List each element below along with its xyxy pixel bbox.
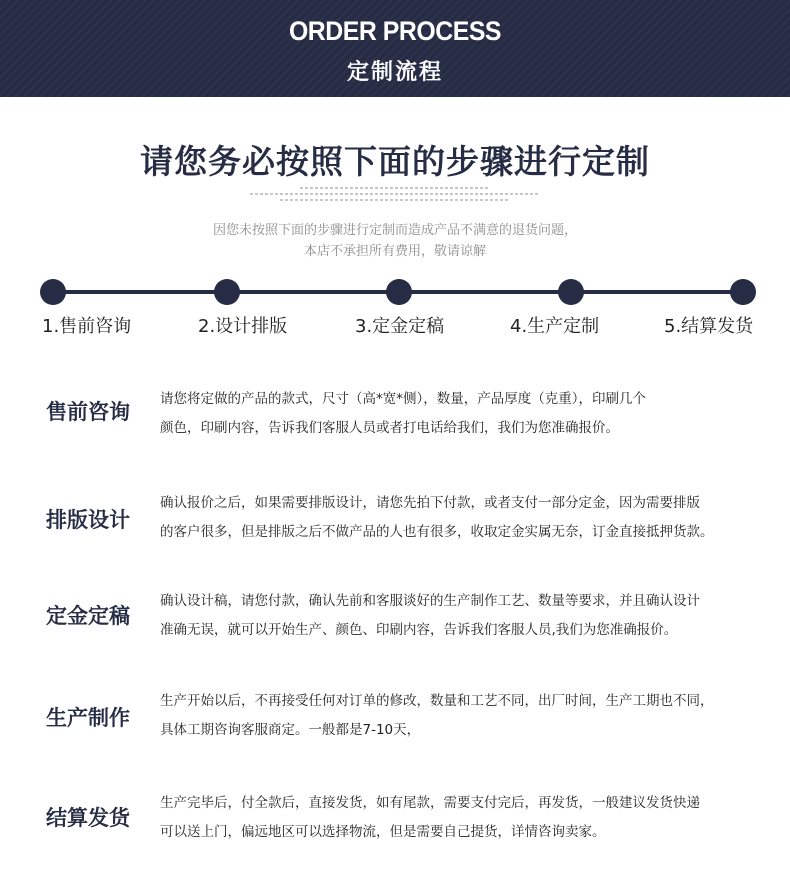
- section-text: [160, 489, 780, 547]
- step-label: 4.生产定制: [510, 316, 600, 337]
- step-label: 1.售前咨询: [42, 316, 132, 337]
- section-title: 定金定稿: [46, 604, 130, 628]
- section-title: 售前咨询: [46, 400, 130, 424]
- section-line: 确认设计稿，请您付款，确认先前和客服谈好的生产制作工艺、数量等要求，并且确认设计: [160, 593, 700, 609]
- section-line: 可以送上门，偏远地区可以选择物流，但是需要自己提货，详情咨询卖家。: [160, 824, 606, 840]
- section-text: [160, 587, 780, 645]
- section-text: [160, 687, 780, 745]
- section-text: [160, 385, 780, 443]
- section-line: 颜色，印刷内容，告诉我们客服人员或者打电话给我们，我们为您准确报价。: [160, 420, 619, 436]
- section-title: 结算发货: [46, 806, 130, 830]
- section-line: 生产完毕后，付全款后，直接发货，如有尾款，需要支付完后，再发货，一般建议发货快递: [160, 795, 700, 811]
- section-text: [160, 789, 780, 847]
- decorative-divider: [300, 187, 490, 189]
- step-label: 5.结算发货: [664, 316, 754, 337]
- section-title: 生产制作: [46, 706, 130, 730]
- notice-line: 本店不承担所有费用，敬请谅解: [303, 244, 486, 259]
- section-line: 请您将定做的产品的款式，尺寸（高*宽*侧），数量，产品厚度（克重），印刷几个: [160, 391, 646, 407]
- timeline-dot: [730, 279, 756, 305]
- section-line: 生产开始以后，不再接受任何对订单的修改，数量和工艺不同，出厂时间，生产工期也不同，: [160, 693, 714, 709]
- timeline-dot: [40, 279, 66, 305]
- timeline-dot: [558, 279, 584, 305]
- step-label: 2.设计排版: [198, 316, 288, 337]
- section-line: 的客户很多，但是排版之后不做产品的人也有很多，收取定金实属无奈，订金直接抵押货款。: [160, 524, 714, 540]
- section-line: 具体工期咨询客服商定。一般都是7-10天，: [160, 722, 421, 738]
- section-line: 准确无误，就可以开始生产、颜色、印刷内容，告诉我们客服人员,我们为您准确报价。: [160, 622, 678, 638]
- header-banner: [0, 0, 790, 97]
- step-label: 3.定金定稿: [355, 316, 445, 337]
- decorative-divider: [250, 193, 540, 195]
- decorative-divider: [280, 199, 510, 201]
- header-title-cn: 定制流程: [346, 60, 443, 85]
- section-title: 排版设计: [46, 508, 130, 532]
- timeline-dot: [386, 279, 412, 305]
- timeline-dot: [214, 279, 240, 305]
- section-line: 确认报价之后，如果需要排版设计，请您先拍下付款，或者支付一部分定金，因为需要排版: [160, 495, 700, 511]
- header-title-en: ORDER PROCESS: [288, 16, 502, 46]
- notice-text: [0, 220, 790, 262]
- notice-line: 因您未按照下面的步骤进行定制而造成产品不满意的退货问题，: [212, 223, 577, 238]
- main-title: 请您务必按照下面的步骤进行定制: [140, 142, 650, 181]
